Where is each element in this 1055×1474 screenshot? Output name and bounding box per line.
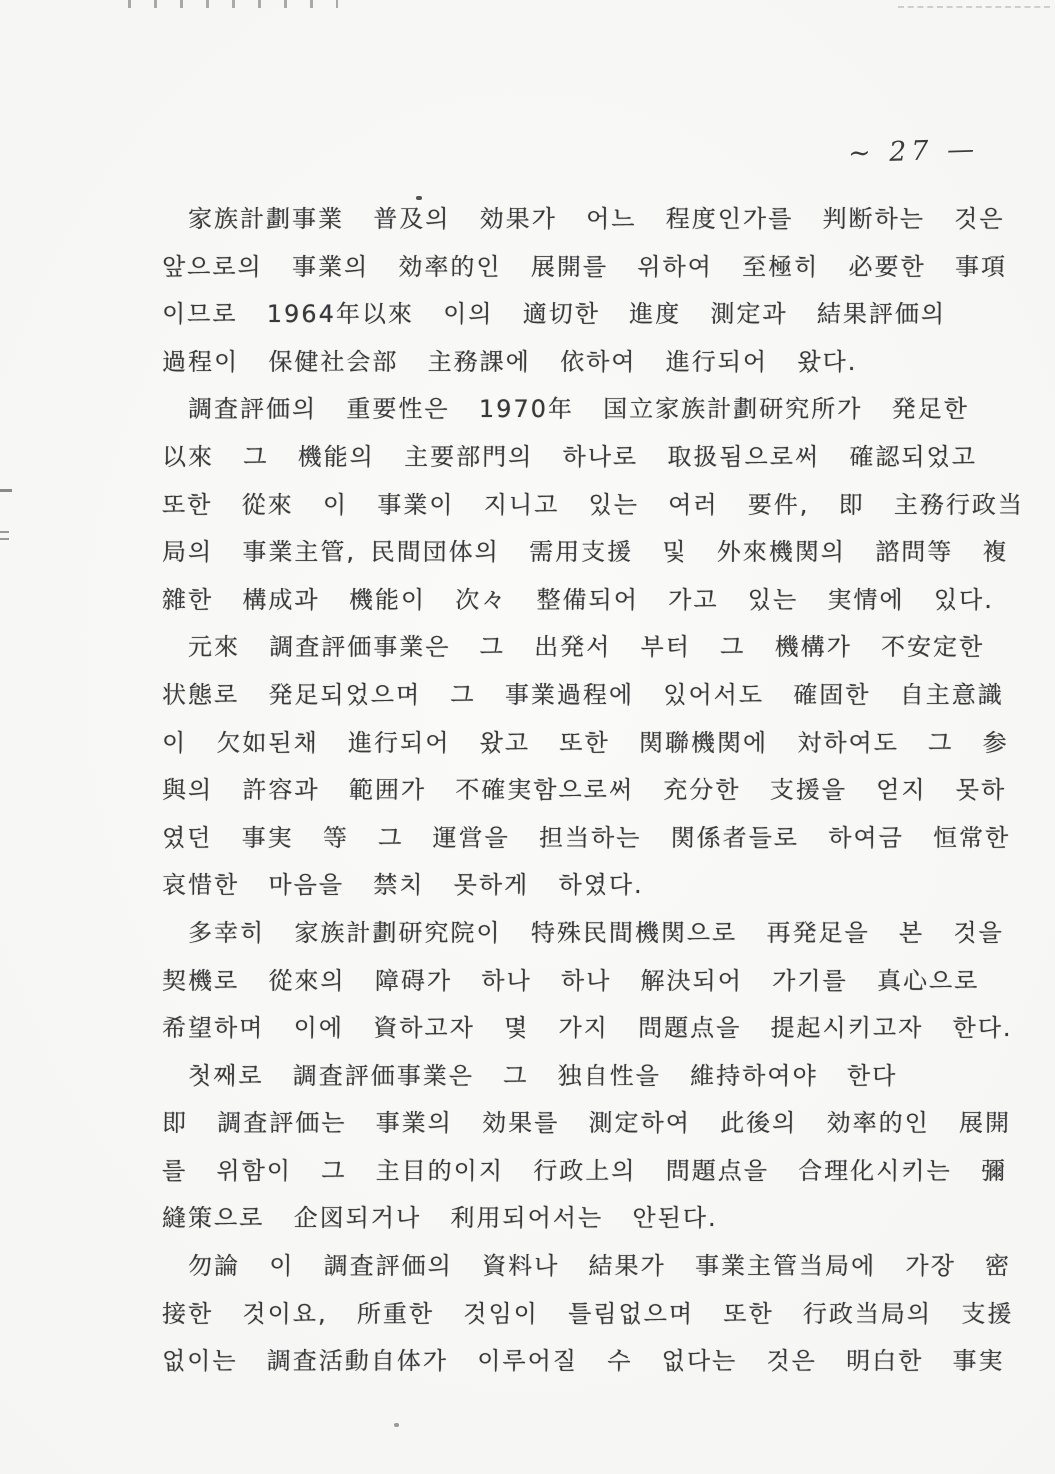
text-line: 調査評価의 重要性은 1970年 国立家族計劃研究所가 発足한 [161,395,969,424]
text-line: 希望하며 이에 資하고자 몇 가지 問題点을 提起시키고자 한다. [161,1014,1013,1043]
text-line: 를 위함이 그 主目的이지 行政上의 問題点을 合理化시키는 彌 [161,1156,1008,1185]
text-line: 局의 事業主管, 民間団体의 需用支援 및 外來機関의 諮問等 複 [161,538,1009,567]
text-line: 過程이 保健社会部 主務課에 依하여 進行되어 왔다. [161,347,858,376]
text-line: 없이는 調査活動自体가 이루어질 수 없다는 것은 明白한 事実 [161,1347,1005,1376]
text-line: 家族計劃事業 普及의 効果가 어느 程度인가를 判断하는 것은 [161,205,1005,233]
page-number: ~ 27 — [847,133,980,170]
text-line: 이므로 1964年以來 이의 適切한 進度 測定과 結果評価의 [161,300,947,329]
text-line: 多幸히 家族計劃研究院이 特殊民間機関으로 再発足을 본 것을 [161,918,1004,947]
scan-artifact-top-noise [128,0,338,8]
scan-artifact-speck [394,1423,399,1427]
text-line: 状態로 発足되었으며 그 事業過程에 있어서도 確固한 自主意識 [161,680,1004,709]
text-line: 또한 從來 이 事業이 지니고 있는 여러 要件, 即 主務行政当 [161,490,1025,519]
text-line: 였던 事実 等 그 運営을 担当하는 関係者들로 하여금 恒常한 [161,823,1011,852]
text-line: 即 調査評価는 事業의 効果를 測定하여 此後의 効率的인 展開 [161,1109,1012,1138]
text-line: 接한 것이요, 所重한 것임이 틀림없으며 또한 行政当局의 支援 [161,1299,1014,1328]
text-line: 元來 調査評価事業은 그 出発서 부터 그 機構가 不安定한 [161,633,985,662]
text-line: 勿論 이 調査評価의 資料나 結果가 事業主管当局에 가장 密 [161,1252,1012,1281]
text-line: 契機로 從來의 障碍가 하나 하나 解決되어 가기를 真心으로 [161,966,980,995]
text-line: 縫策으로 企図되거나 利用되어서는 안된다. [161,1204,718,1233]
text-line: 이 欠如된채 進行되어 왔고 또한 関聯機関에 対하여도 그 参 [161,728,1009,757]
scan-artifact-left-tick [0,489,12,492]
text-line: 앞으로의 事業의 効率的인 展開를 위하여 至極히 必要한 事項 [161,252,1008,281]
text-line: 哀惜한 마음을 禁치 못하게 하였다. [161,871,644,900]
text-line: 以來 그 機能의 主要部門의 하나로 取扱됨으로써 確認되었고 [161,442,978,471]
text-line: 첫째로 調査評価事業은 그 独自性을 維持하여야 한다 [161,1061,898,1090]
scan-artifact-left-tick [0,531,9,540]
scan-artifact-dashed-line [898,6,1050,8]
text-line: 與의 許容과 範囲가 不確実함으로써 充分한 支援을 얻지 못하 [161,776,1007,805]
document-text-block [161,196,1025,1386]
text-line: 雜한 構成과 機能이 次々 整備되어 가고 있는 実情에 있다. [161,585,994,614]
